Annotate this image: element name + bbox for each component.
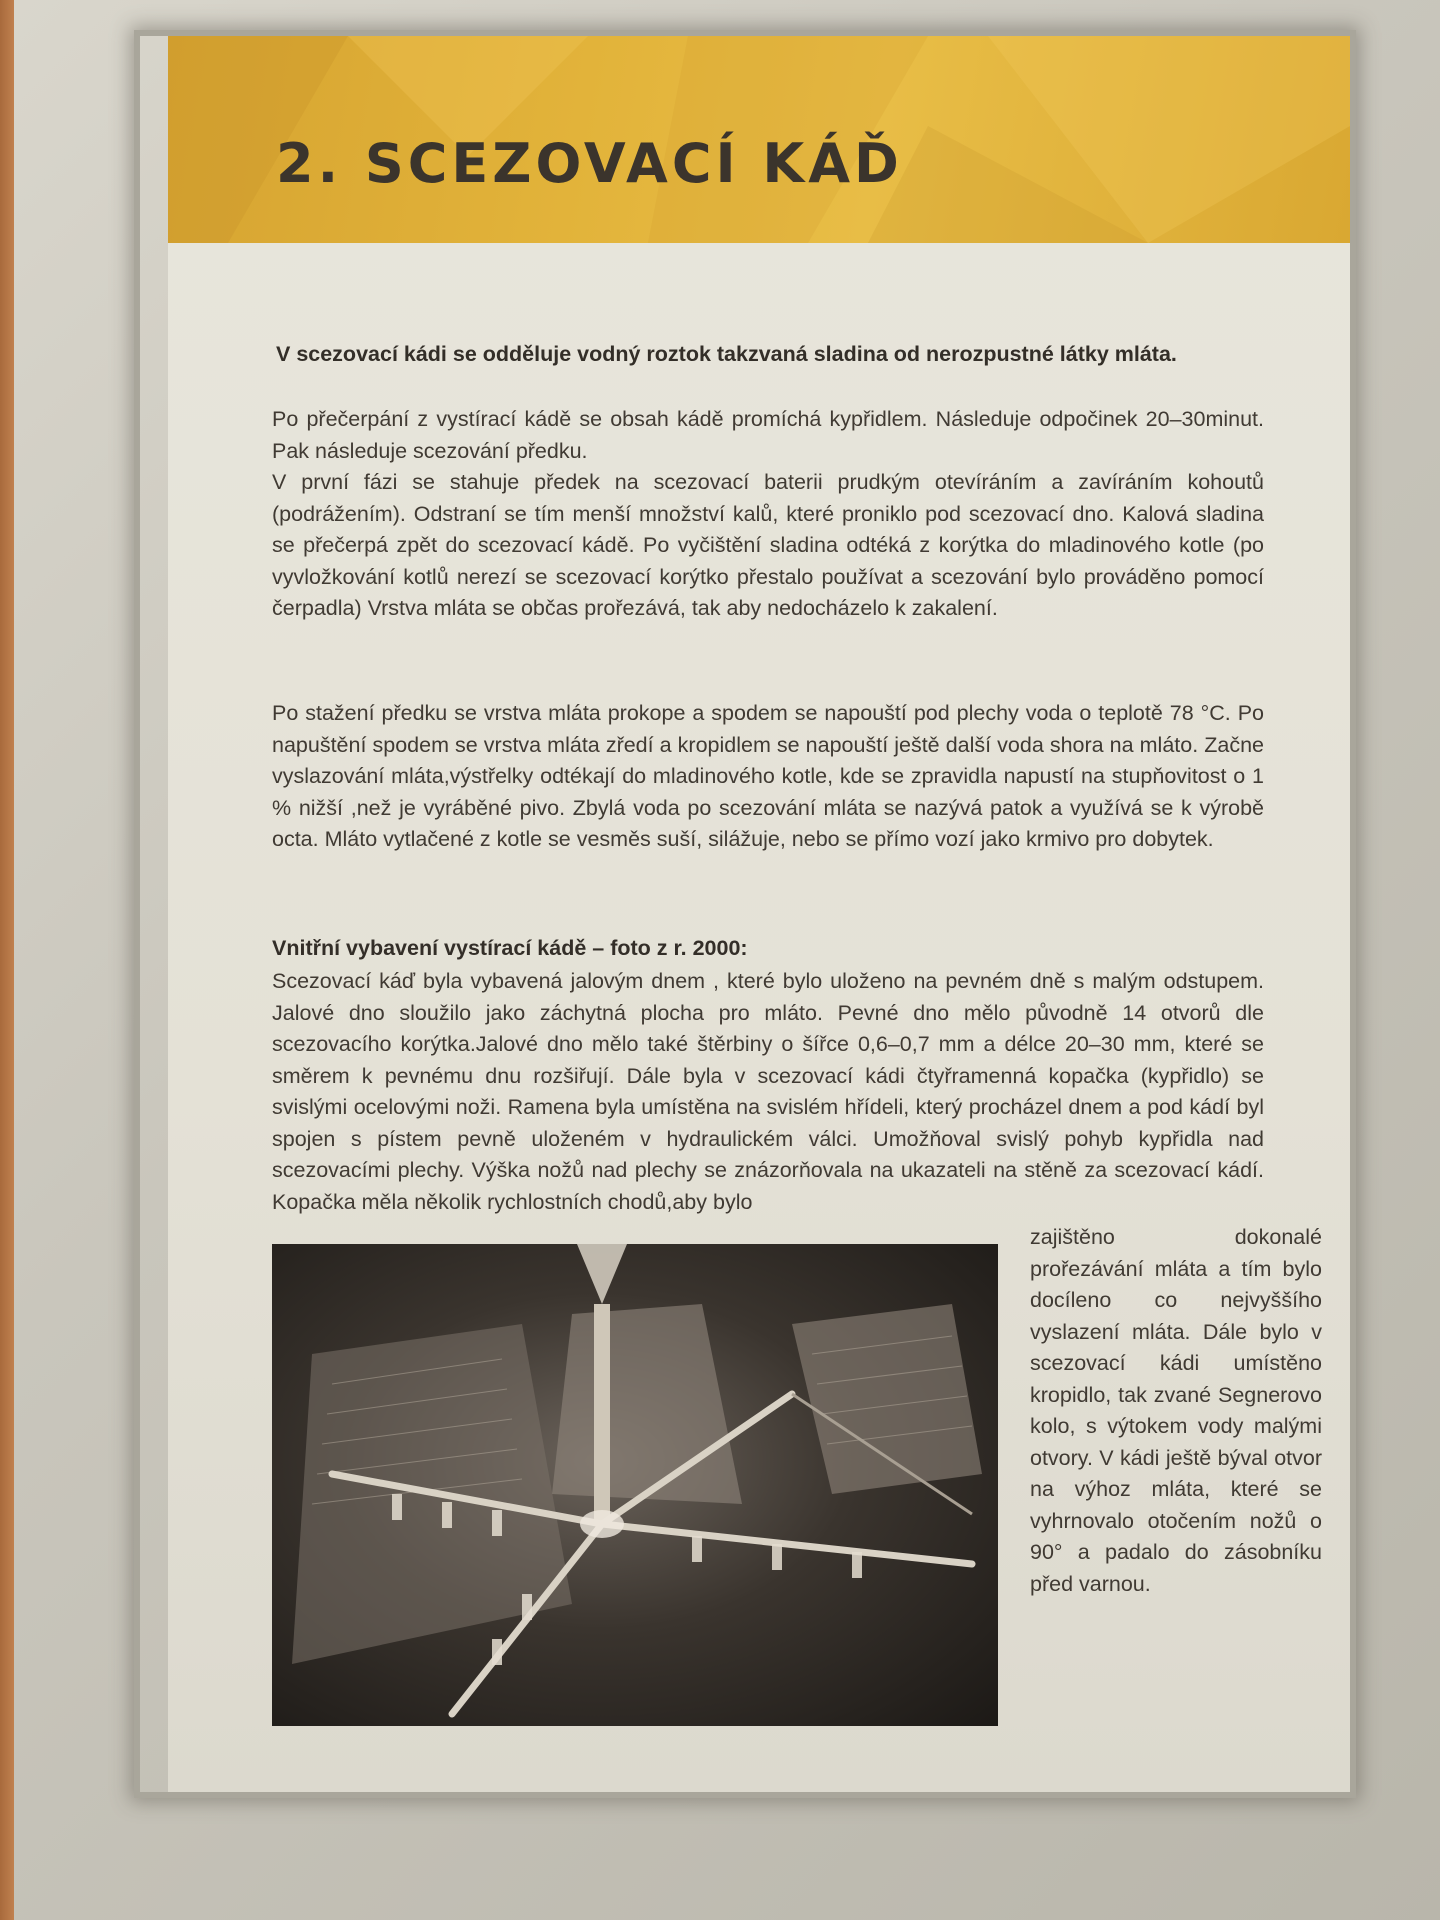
paragraph-2-text: Po stažení předku se vrstva mláta prokope a spodem se napouští pod plechy voda o teplotě 78 °C. Po napuštění spodem se vrstva mláta zředí a kropidlem se napouští ještě další voda shora na mláto. Začne vyslazování mláta,výstřelky odtékají do mladinového kotle, kde se zpravidla napustí na stupňovitost o 1 % nižší ,než je vyráběné pivo. Zbylá voda po scezování mláta se nazývá patok a využívá se k výrobě octa. Mláto vytlačené z kotle se vesměs suší, silážuje, nebo se přímo vozí jako krmivo pro dobytek. (272, 701, 1264, 851)
lead-sentence: V scezovací kádi se odděluje vodný roztok takzvaná sladina od nerozpustné látky mláta. (276, 342, 1177, 366)
lauter-tun-interior-photo (272, 1244, 998, 1726)
photo-illustration (272, 1244, 998, 1726)
paragraph-lautering (272, 698, 1264, 856)
title-banner (168, 36, 1350, 243)
paragraph-equipment-continued: zajištěno dokonalé prořezávání mláta a tím bylo docíleno co nejvyššího vyslazení mláta. Dále bylo v scezovací kádi umístěno kropidlo, tak zvané Segnerovo kolo, s výtokem vody malými otvory. V kádi ještě býval otvor na výhoz mláta, které se vyhrnovalo otočením nožů o 90° a padalo do zásobníku před varnou. (1030, 1225, 1322, 1596)
information-poster (168, 36, 1350, 1792)
paragraph-process-start (272, 404, 1264, 625)
poster-title: 2. SCEZOVACÍ KÁĎ (276, 132, 903, 195)
paragraph-1-text: Po přečerpání z vystírací kádě se obsah kádě promíchá kypřidlem. Následuje odpočinek 20–30minut. Pak následuje scezování předku. V první fázi se stahuje předek na scezovací baterii prudkým otevíráním a zavíráním kohoutů (podrážením). Odstraní se tím menší množství kalů, které proniklo pod scezovací dno. Kalová sladina se přečerpá zpět do scezovací kádě. Po vyčištění sladina odtéká z korýtka do mladinového kotle (po vyvložkování kotlů nerezí se scezovací korýtko přestalo používat a scezování bylo prováděno pomocí čerpadla) Vrstva mláta se občas prořezává, tak aby nedocházelo k zakalení. (272, 407, 1264, 620)
equipment-subheading: Vnitřní vybavení vystírací kádě – foto z r. 2000: (272, 936, 748, 960)
paragraph-3-text: Scezovací káď byla vybavená jalovým dnem , které bylo uloženo na pevném dně s malým odstupem. Jalové dno sloužilo jako záchytná plocha pro mláto. Pevné dno mělo původně 14 otvorů dle scezovacího korýtka.Jalové dno mělo také štěrbiny o šířce 0,6–0,7 mm a délce 20–30 mm, které se směrem k pevnému dnu rozšiřují. Dále byla v scezovací kádi čtyřramenná kopačka (kypřidlo) se svislými ocelovými noži. Ramena byla umístěna na svislém hřídeli, který procházel dnem a pod kádí byl spojen s pístem pevně uloženém v hydraulickém válci. Umožňoval svislý pohyb kypřidla nad scezovacími plechy. Výška nožů nad plechy se znázorňovala na ukazateli na stěně za scezovací kádí. Kopačka měla několik rychlostních chodů,aby bylo (272, 969, 1264, 1214)
paragraph-equipment (272, 966, 1264, 1218)
